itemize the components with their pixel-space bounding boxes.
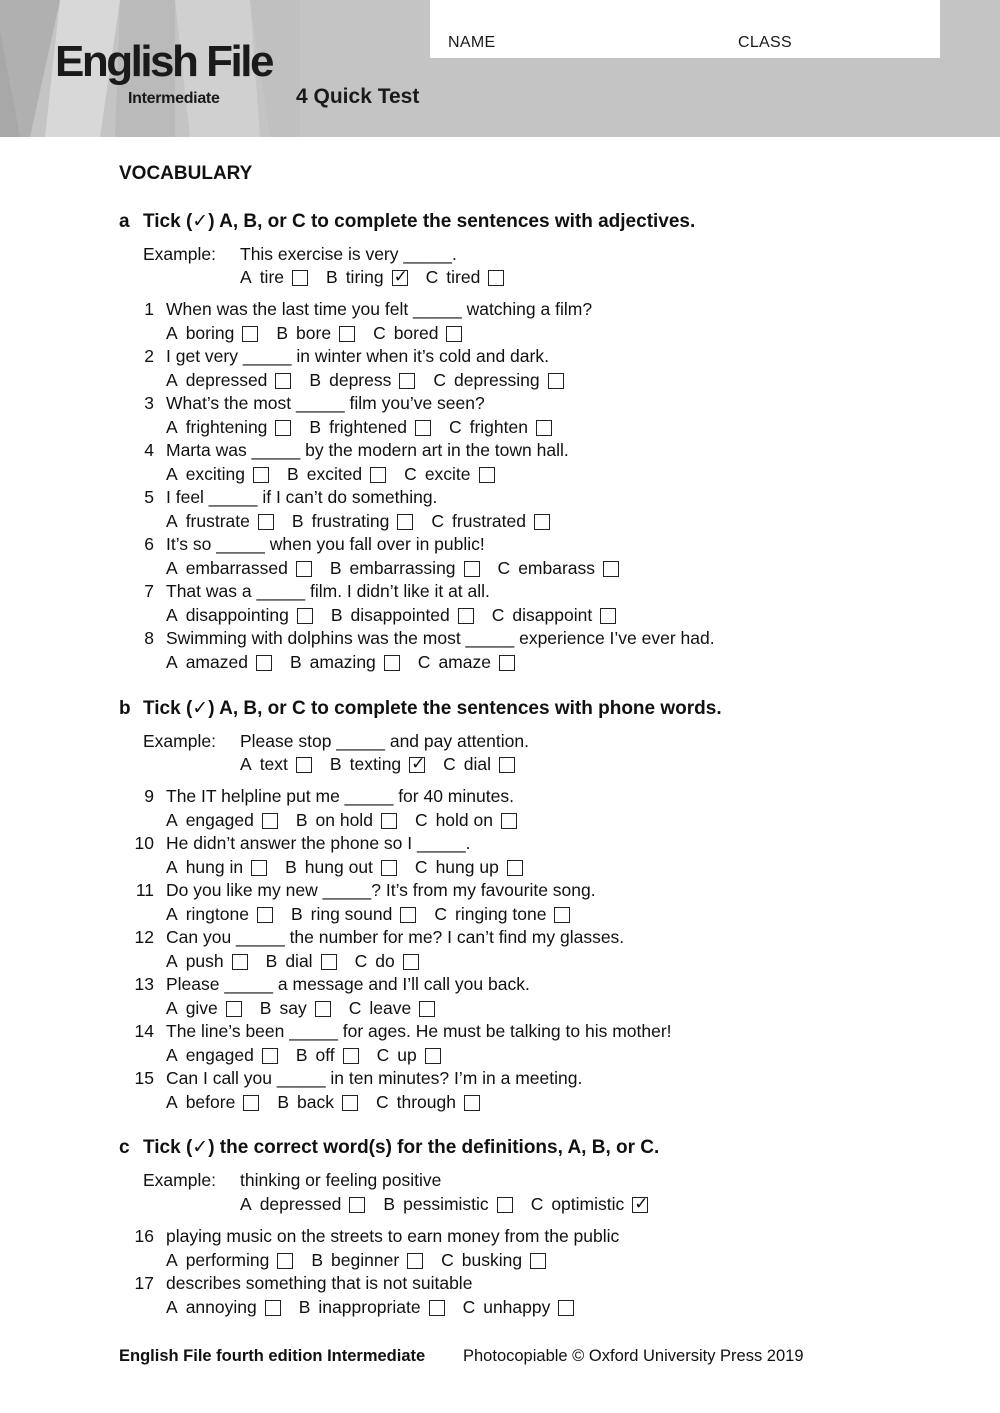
question-option-checkbox[interactable] — [534, 514, 550, 530]
question-option-letter: A — [166, 511, 178, 531]
part-c-instruction: Tick (✓) the correct word(s) for the definitions, A, B, or C. — [143, 1137, 660, 1158]
question-option-text: depressing — [454, 370, 540, 390]
question-option-text: annoying — [185, 1297, 257, 1317]
question-option-checkbox[interactable] — [536, 420, 552, 436]
question-option-letter: B — [309, 370, 322, 390]
question-option-checkbox[interactable] — [403, 954, 419, 970]
question-option-checkbox[interactable] — [343, 1048, 359, 1064]
question-number: 6 — [144, 534, 154, 554]
part-b-example-option-letter: A — [240, 754, 252, 774]
question-option-checkbox[interactable] — [558, 1300, 574, 1316]
question-option-letter: A — [166, 857, 178, 877]
question-option-checkbox[interactable] — [296, 561, 312, 577]
question-option-letter: B — [311, 1250, 324, 1270]
question-option-letter: C — [417, 652, 431, 672]
question-option-text: amazing — [309, 652, 376, 672]
question-option-letter: A — [166, 558, 178, 578]
question-number: 15 — [134, 1068, 154, 1088]
section-title: VOCABULARY — [119, 163, 253, 184]
question-option-checkbox[interactable] — [603, 561, 619, 577]
question-option-text: frightening — [185, 417, 268, 437]
part-b-letter: b — [119, 698, 131, 719]
question-number: 12 — [134, 927, 154, 947]
question-text: What’s the most _____ film you’ve seen? — [166, 393, 485, 413]
question-option-text: excite — [424, 464, 471, 484]
question-option-text: hung up — [435, 857, 499, 877]
question-option-letter: A — [166, 652, 178, 672]
question-option-text: disappointed — [350, 605, 450, 625]
question-option-checkbox[interactable] — [381, 860, 397, 876]
question-option-checkbox[interactable] — [399, 373, 415, 389]
question-text: It’s so _____ when you fall over in public! — [166, 534, 485, 554]
question-options — [166, 857, 541, 877]
question-option-letter: C — [373, 323, 386, 343]
part-c-example-sentence: thinking or feeling positive — [240, 1170, 442, 1190]
question-text: I get very _____ in winter when it’s cold and dark. — [166, 346, 549, 366]
question-text: When was the last time you felt _____ watching a film? — [166, 299, 593, 319]
question-option-checkbox[interactable] — [265, 1300, 281, 1316]
part-b-example-option-text: texting — [349, 754, 402, 774]
question-option-letter: B — [291, 511, 304, 531]
class-label: CLASS — [738, 34, 792, 51]
test-title: 4 Quick Test — [296, 85, 420, 108]
question-option-letter: A — [166, 605, 178, 625]
question-options — [166, 951, 437, 971]
question-option-checkbox[interactable] — [507, 860, 523, 876]
question-text: Marta was _____ by the modern art in the town hall. — [166, 440, 569, 460]
question-option-letter: A — [166, 417, 178, 437]
part-b-instruction: Tick (✓) A, B, or C to complete the sentences with phone words. — [143, 698, 722, 719]
question-option-letter: C — [462, 1297, 476, 1317]
part-a-example-option-letter: A — [240, 267, 252, 287]
question-text: playing music on the streets to earn money from the public — [166, 1226, 620, 1246]
part-c-example-options — [240, 1194, 666, 1214]
question-option-letter: C — [348, 998, 362, 1018]
question-text: The line’s been _____ for ages. He must be talking to his mother! — [166, 1021, 672, 1041]
question-option-checkbox[interactable] — [499, 655, 515, 671]
question-option-letter: C — [431, 511, 445, 531]
part-c-example-option-letter: C — [530, 1194, 544, 1214]
question-number: 2 — [144, 346, 154, 366]
question-option-text: ringtone — [185, 904, 249, 924]
question-option-text: say — [279, 998, 307, 1018]
question-option-text: do — [375, 951, 395, 971]
question-number: 5 — [144, 487, 154, 507]
question-number: 16 — [134, 1226, 154, 1246]
question-number: 1 — [144, 299, 154, 319]
part-a-example-option-text: tire — [259, 267, 284, 287]
question-options — [166, 810, 535, 830]
question-option-letter: B — [276, 323, 289, 343]
question-option-text: disappoint — [512, 605, 593, 625]
question-option-letter: A — [166, 370, 178, 390]
question-option-checkbox[interactable] — [419, 1001, 435, 1017]
question-option-text: inappropriate — [318, 1297, 421, 1317]
question-number: 13 — [134, 974, 154, 994]
question-option-text: ring sound — [310, 904, 393, 924]
question-option-letter: B — [277, 1092, 289, 1112]
footer-left: English File fourth edition Intermediate — [119, 1347, 426, 1365]
question-option-letter: A — [166, 1297, 178, 1317]
question-option-letter: C — [448, 417, 462, 437]
question-option-letter: B — [287, 464, 299, 484]
question-option-checkbox[interactable] — [554, 907, 570, 923]
part-c-example-option-text: pessimistic — [403, 1194, 489, 1214]
question-options — [166, 1092, 498, 1112]
question-option-letter: A — [166, 998, 178, 1018]
question-option-text: depress — [329, 370, 392, 390]
part-c-example-option-checkbox[interactable] — [497, 1197, 513, 1213]
question-option-text: through — [396, 1092, 456, 1112]
question-option-checkbox[interactable] — [243, 1095, 259, 1111]
question-option-text: embarass — [518, 558, 596, 578]
question-option-letter: B — [329, 558, 342, 578]
part-a-example-option-checkbox[interactable] — [488, 270, 504, 286]
question-option-checkbox[interactable] — [407, 1253, 423, 1269]
question-text: Do you like my new _____? It’s from my favourite song. — [166, 880, 596, 900]
question-option-text: bored — [393, 323, 439, 343]
question-option-checkbox[interactable] — [275, 373, 291, 389]
question-number: 3 — [144, 393, 154, 413]
question-options — [166, 1045, 459, 1065]
part-b-example-option-letter: C — [443, 754, 456, 774]
question-option-checkbox[interactable] — [548, 373, 564, 389]
part-c-example-option-letter: B — [383, 1194, 396, 1214]
question-option-checkbox[interactable] — [256, 655, 272, 671]
question-option-text: disappointing — [185, 605, 289, 625]
question-option-checkbox[interactable] — [258, 514, 274, 530]
question-options — [166, 511, 568, 531]
question-option-text: dial — [285, 951, 313, 971]
question-options — [166, 605, 634, 625]
question-option-text: embarrassed — [185, 558, 288, 578]
question-option-checkbox[interactable] — [425, 1048, 441, 1064]
question-option-checkbox[interactable] — [321, 954, 337, 970]
question-option-letter: B — [298, 1297, 311, 1317]
question-option-text: exciting — [185, 464, 246, 484]
part-c-example-label: Example: — [143, 1170, 216, 1190]
question-option-text: push — [185, 951, 224, 971]
question-option-letter: A — [166, 323, 178, 343]
question-options — [166, 464, 513, 484]
question-option-checkbox[interactable] — [257, 907, 273, 923]
part-b-example-option-checkbox[interactable] — [296, 757, 312, 773]
question-option-text: frustrate — [185, 511, 250, 531]
question-option-text: hung in — [185, 857, 244, 877]
question-option-letter: A — [166, 464, 178, 484]
question-text: Can I call you _____ in ten minutes? I’m in a meeting. — [166, 1068, 583, 1088]
question-option-letter: B — [289, 652, 302, 672]
question-option-text: frightened — [329, 417, 407, 437]
question-option-checkbox[interactable] — [446, 326, 462, 342]
question-number: 7 — [144, 581, 154, 601]
question-option-text: frighten — [469, 417, 528, 437]
question-option-letter: B — [290, 904, 303, 924]
part-b-example-label: Example: — [143, 731, 216, 751]
question-number: 4 — [144, 440, 154, 460]
question-options — [166, 1250, 564, 1270]
question-number: 10 — [134, 833, 154, 853]
question-text: Please _____ a message and I’ll call you back. — [166, 974, 530, 994]
question-option-letter: B — [259, 998, 272, 1018]
question-option-letter: C — [376, 1045, 390, 1065]
part-c-example-option-checkbox[interactable] — [349, 1197, 365, 1213]
question-option-letter: C — [354, 951, 368, 971]
question-option-letter: C — [434, 904, 447, 924]
question-options — [166, 558, 637, 578]
part-b-example-option-text: text — [259, 754, 288, 774]
question-option-checkbox[interactable] — [464, 561, 480, 577]
question-option-letter: B — [295, 810, 308, 830]
question-option-text: amazed — [185, 652, 248, 672]
question-option-text: ringing tone — [455, 904, 547, 924]
part-c-example-option-checkbox[interactable] — [632, 1197, 648, 1213]
question-option-text: up — [397, 1045, 417, 1065]
question-option-letter: B — [265, 951, 278, 971]
part-a-example-sentence: This exercise is very _____. — [240, 244, 457, 264]
question-option-checkbox[interactable] — [275, 420, 291, 436]
question-option-letter: C — [491, 605, 505, 625]
part-c-example-option-text: optimistic — [551, 1194, 625, 1214]
question-text: I feel _____ if I can’t do something. — [166, 487, 438, 507]
question-text: describes something that is not suitable — [166, 1273, 473, 1293]
part-c-letter: c — [119, 1137, 130, 1158]
question-option-text: before — [185, 1092, 236, 1112]
question-option-text: boring — [185, 323, 235, 343]
part-a-example-option-letter: B — [326, 267, 338, 287]
part-c-example-option-text: depressed — [259, 1194, 342, 1214]
question-option-checkbox[interactable] — [226, 1001, 242, 1017]
question-option-checkbox[interactable] — [277, 1253, 293, 1269]
question-options — [166, 370, 582, 390]
question-option-text: back — [297, 1092, 334, 1112]
question-option-letter: C — [414, 857, 428, 877]
part-b-example-sentence: Please stop _____ and pay attention. — [240, 731, 529, 751]
question-text: That was a _____ film. I didn’t like it at all. — [166, 581, 490, 601]
question-option-text: hold on — [435, 810, 493, 830]
question-option-text: off — [315, 1045, 335, 1065]
question-option-letter: A — [166, 1092, 178, 1112]
part-a-example-option-letter: C — [425, 267, 439, 287]
question-option-text: engaged — [185, 810, 254, 830]
question-option-text: bore — [296, 323, 332, 343]
question-option-checkbox[interactable] — [400, 907, 416, 923]
question-option-checkbox[interactable] — [415, 420, 431, 436]
question-options — [166, 998, 453, 1018]
question-option-letter: B — [330, 605, 343, 625]
logo-subtitle: Intermediate — [128, 90, 220, 107]
question-option-checkbox[interactable] — [384, 655, 400, 671]
question-option-checkbox[interactable] — [458, 608, 474, 624]
question-option-letter: A — [166, 1045, 178, 1065]
question-option-checkbox[interactable] — [315, 1001, 331, 1017]
question-text: He didn’t answer the phone so I _____. — [166, 833, 471, 853]
question-option-checkbox[interactable] — [464, 1095, 480, 1111]
question-option-text: amaze — [438, 652, 491, 672]
question-option-checkbox[interactable] — [251, 860, 267, 876]
question-option-text: embarrassing — [349, 558, 456, 578]
footer-right: Photocopiable © Oxford University Press 2019 — [463, 1347, 804, 1365]
question-option-checkbox[interactable] — [253, 467, 269, 483]
question-option-text: frustrating — [311, 511, 390, 531]
question-option-text: performing — [185, 1250, 270, 1270]
question-option-letter: A — [166, 951, 178, 971]
part-a-example-option-text: tired — [446, 267, 481, 287]
question-text: The IT helpline put me _____ for 40 minutes. — [166, 786, 514, 806]
part-a-example-option-checkbox[interactable] — [292, 270, 308, 286]
part-a-example-label: Example: — [143, 244, 216, 264]
question-number: 17 — [134, 1273, 154, 1293]
question-option-letter: C — [414, 810, 428, 830]
part-a-instruction: Tick (✓) A, B, or C to complete the sentences with adjectives. — [143, 211, 696, 232]
question-option-checkbox[interactable] — [297, 608, 313, 624]
question-option-checkbox[interactable] — [262, 813, 278, 829]
part-a-example-option-text: tiring — [345, 267, 384, 287]
question-option-text: beginner — [331, 1250, 400, 1270]
part-b-example-option-checkbox[interactable] — [409, 757, 425, 773]
question-option-checkbox[interactable] — [232, 954, 248, 970]
question-option-letter: C — [404, 464, 417, 484]
question-option-letter: B — [295, 1045, 308, 1065]
question-option-checkbox[interactable] — [242, 326, 258, 342]
question-option-text: frustrated — [452, 511, 526, 531]
question-option-text: busking — [461, 1250, 523, 1270]
question-option-letter: C — [441, 1250, 454, 1270]
question-options — [166, 417, 570, 437]
question-option-checkbox[interactable] — [262, 1048, 278, 1064]
question-option-letter: B — [285, 857, 297, 877]
part-a-example-option-checkbox[interactable] — [392, 270, 408, 286]
question-option-checkbox[interactable] — [530, 1253, 546, 1269]
question-number: 14 — [134, 1021, 154, 1041]
question-option-checkbox[interactable] — [600, 608, 616, 624]
question-number: 9 — [144, 786, 154, 806]
question-option-text: unhappy — [483, 1297, 551, 1317]
question-option-letter: C — [433, 370, 447, 390]
part-c-example-option-letter: A — [240, 1194, 252, 1214]
question-option-letter: B — [309, 417, 322, 437]
question-options — [166, 652, 533, 672]
question-option-text: excited — [306, 464, 363, 484]
question-text: Can you _____ the number for me? I can’t find my glasses. — [166, 927, 625, 947]
question-number: 11 — [135, 880, 154, 900]
part-b-example-options — [240, 754, 533, 774]
question-option-text: engaged — [185, 1045, 254, 1065]
question-option-checkbox[interactable] — [381, 813, 397, 829]
question-option-text: hung out — [304, 857, 373, 877]
question-options — [166, 323, 480, 343]
question-options — [166, 1297, 592, 1317]
question-option-checkbox[interactable] — [370, 467, 386, 483]
question-number: 8 — [144, 628, 154, 648]
part-a-letter: a — [119, 211, 130, 232]
part-b-example-option-letter: B — [329, 754, 342, 774]
question-option-text: leave — [369, 998, 412, 1018]
question-option-checkbox[interactable] — [339, 326, 355, 342]
question-option-letter: A — [166, 1250, 178, 1270]
part-b-example-option-text: dial — [463, 754, 492, 774]
question-options — [166, 904, 588, 924]
question-option-checkbox[interactable] — [342, 1095, 358, 1111]
question-option-checkbox[interactable] — [501, 813, 517, 829]
question-option-letter: A — [166, 904, 178, 924]
name-label: NAME — [448, 34, 496, 51]
question-option-checkbox[interactable] — [397, 514, 413, 530]
question-option-text: depressed — [185, 370, 268, 390]
question-option-text: give — [185, 998, 218, 1018]
logo-title: English File — [55, 37, 272, 86]
question-text: Swimming with dolphins was the most _____ experience I’ve ever had. — [166, 628, 715, 648]
question-option-letter: A — [166, 810, 178, 830]
part-b-example-option-checkbox[interactable] — [499, 757, 515, 773]
question-option-checkbox[interactable] — [429, 1300, 445, 1316]
question-option-text: on hold — [315, 810, 373, 830]
question-option-letter: C — [375, 1092, 389, 1112]
part-a-example-options — [240, 267, 522, 287]
question-option-checkbox[interactable] — [479, 467, 495, 483]
question-option-letter: C — [497, 558, 511, 578]
